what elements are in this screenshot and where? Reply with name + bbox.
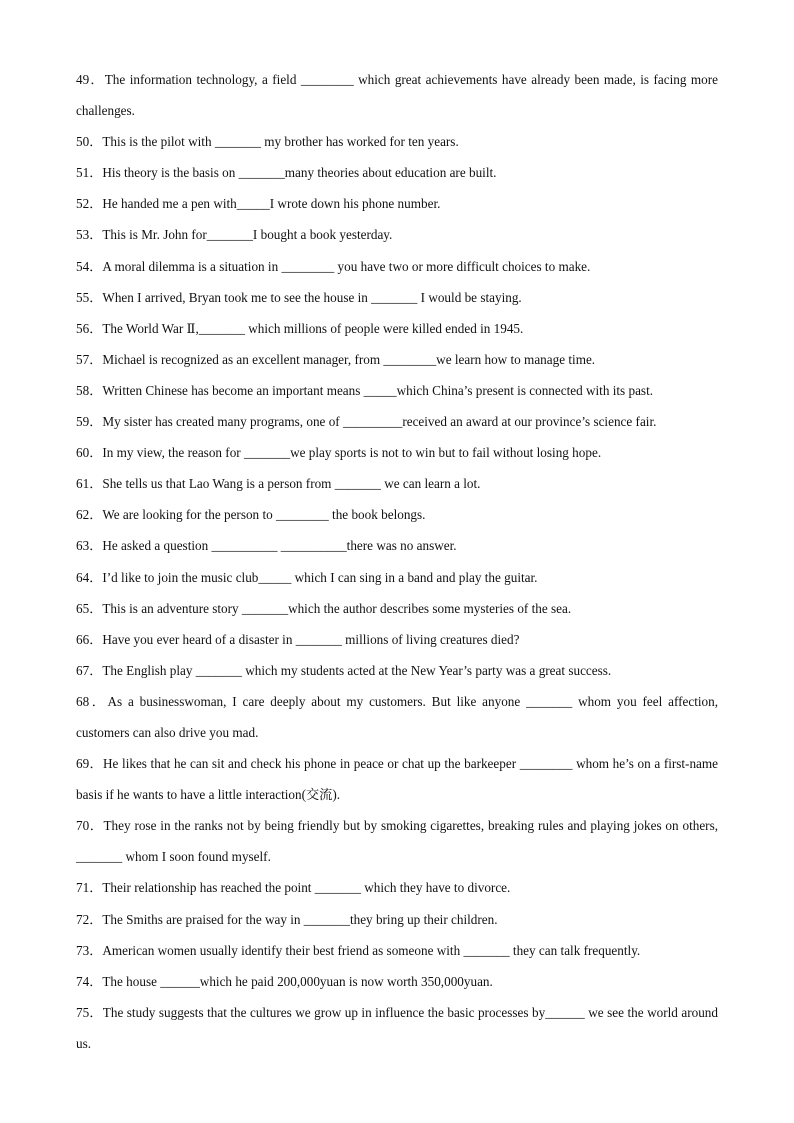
question-text: The English play _______ which my students acted at the New Year’s party was a great success. bbox=[102, 662, 612, 678]
question-item bbox=[76, 157, 718, 188]
question-text: She tells us that Lao Wang is a person from _______ we can learn a lot. bbox=[102, 476, 481, 492]
question-text: In my view, the reason for _______we play sports is not to win but to fail without losing hope. bbox=[102, 445, 602, 461]
question-text: Their relationship has reached the point _______ which they have to divorce. bbox=[102, 880, 511, 896]
question-text: This is Mr. John for_______I bought a book yesterday. bbox=[102, 227, 393, 243]
question-text: As a businesswoman, I care deeply about my customers. But like anyone _______ whom you feel affection, customers can also drive you mad. bbox=[76, 693, 719, 740]
question-text: This is an adventure story _______which the author describes some mysteries of the sea. bbox=[102, 600, 572, 616]
question-item bbox=[76, 344, 718, 375]
question-text: He handed me a pen with_____I wrote down his phone number. bbox=[102, 196, 441, 212]
question-item bbox=[76, 686, 718, 748]
question-item bbox=[76, 375, 718, 406]
question-item bbox=[76, 251, 718, 282]
question-number: 60． bbox=[76, 445, 103, 461]
question-text: The Smiths are praised for the way in _______they bring up their children. bbox=[102, 911, 498, 927]
question-text: His theory is the basis on _______many theories about education are built. bbox=[102, 165, 497, 181]
question-number: 58． bbox=[76, 382, 103, 398]
question-item bbox=[76, 64, 718, 126]
question-number: 70． bbox=[76, 818, 104, 834]
question-number: 59． bbox=[76, 414, 103, 430]
question-number: 62． bbox=[76, 507, 103, 523]
question-text: He asked a question __________ __________there was no answer. bbox=[102, 538, 457, 554]
question-number: 74． bbox=[76, 973, 103, 989]
question-text: My sister has created many programs, one of _________received an award at our province’s science fair. bbox=[102, 414, 657, 430]
question-item bbox=[76, 313, 718, 344]
question-item bbox=[76, 655, 718, 686]
question-item bbox=[76, 593, 718, 624]
question-number: 66． bbox=[76, 631, 103, 647]
question-text: Have you ever heard of a disaster in _______ millions of living creatures died? bbox=[102, 631, 520, 647]
question-number: 51． bbox=[76, 165, 103, 181]
question-text: When I arrived, Bryan took me to see the house in _______ I would be staying. bbox=[102, 289, 522, 305]
question-number: 52． bbox=[76, 196, 103, 212]
question-number: 61． bbox=[76, 476, 103, 492]
question-item bbox=[76, 468, 718, 499]
question-item bbox=[76, 904, 718, 935]
question-item bbox=[76, 624, 718, 655]
question-text: The house ______which he paid 200,000yuan is now worth 350,000yuan. bbox=[102, 973, 493, 989]
question-text: We are looking for the person to ________ the book belongs. bbox=[102, 507, 426, 523]
question-number: 64． bbox=[76, 569, 103, 585]
question-number: 55． bbox=[76, 289, 103, 305]
question-item bbox=[76, 810, 718, 872]
question-number: 68． bbox=[76, 693, 108, 709]
question-text: The information technology, a field ________ which great achievements have already been made, is facing more challenges. bbox=[76, 72, 718, 119]
question-number: 50． bbox=[76, 134, 103, 150]
question-text: This is the pilot with _______ my brother has worked for ten years. bbox=[102, 134, 459, 150]
question-number: 49． bbox=[76, 72, 105, 87]
question-number: 67． bbox=[76, 662, 103, 678]
question-number: 54． bbox=[76, 258, 103, 274]
question-list bbox=[76, 64, 718, 1059]
question-item bbox=[76, 282, 718, 313]
question-number: 53． bbox=[76, 227, 103, 243]
question-item bbox=[76, 935, 718, 966]
question-item bbox=[76, 748, 718, 810]
question-number: 65． bbox=[76, 600, 103, 616]
question-text: Michael is recognized as an excellent manager, from ________we learn how to manage time. bbox=[102, 351, 596, 367]
question-text: I’d like to join the music club_____ which I can sing in a band and play the guitar. bbox=[102, 569, 538, 585]
question-number: 75． bbox=[76, 1004, 103, 1020]
question-number: 69． bbox=[76, 756, 104, 772]
question-item bbox=[76, 437, 718, 468]
question-number: 63． bbox=[76, 538, 103, 554]
question-text: The study suggests that the cultures we grow up in influence the basic processes by______ we see the world around us. bbox=[76, 1004, 718, 1051]
exercise-page bbox=[76, 64, 718, 1059]
question-text: They rose in the ranks not by being friendly but by smoking cigarettes, breaking rules and playing jokes on others, _______ whom I soon found myself. bbox=[76, 818, 719, 865]
question-text: The World War Ⅱ,_______ which millions of people were killed ended in 1945. bbox=[102, 320, 524, 336]
question-text: Written Chinese has become an important means _____which China’s present is connected with its past. bbox=[102, 382, 654, 398]
question-item bbox=[76, 219, 718, 250]
question-item bbox=[76, 126, 718, 157]
question-item bbox=[76, 499, 718, 530]
question-item bbox=[76, 997, 718, 1059]
question-item bbox=[76, 966, 718, 997]
question-text: He likes that he can sit and check his phone in peace or chat up the barkeeper ________ whom he’s on a first-name basis if he wants to have a little interaction(交流). bbox=[76, 756, 719, 803]
question-item bbox=[76, 406, 718, 437]
question-number: 71． bbox=[76, 880, 103, 896]
question-number: 72． bbox=[76, 911, 103, 927]
question-text: A moral dilemma is a situation in ________ you have two or more difficult choices to make. bbox=[102, 258, 591, 274]
question-item bbox=[76, 188, 718, 219]
question-item bbox=[76, 530, 718, 561]
question-number: 56． bbox=[76, 320, 103, 336]
question-number: 57． bbox=[76, 351, 103, 367]
question-text: American women usually identify their best friend as someone with _______ they can talk frequently. bbox=[102, 942, 641, 958]
question-item bbox=[76, 562, 718, 593]
question-number: 73． bbox=[76, 942, 103, 958]
question-item bbox=[76, 872, 718, 903]
